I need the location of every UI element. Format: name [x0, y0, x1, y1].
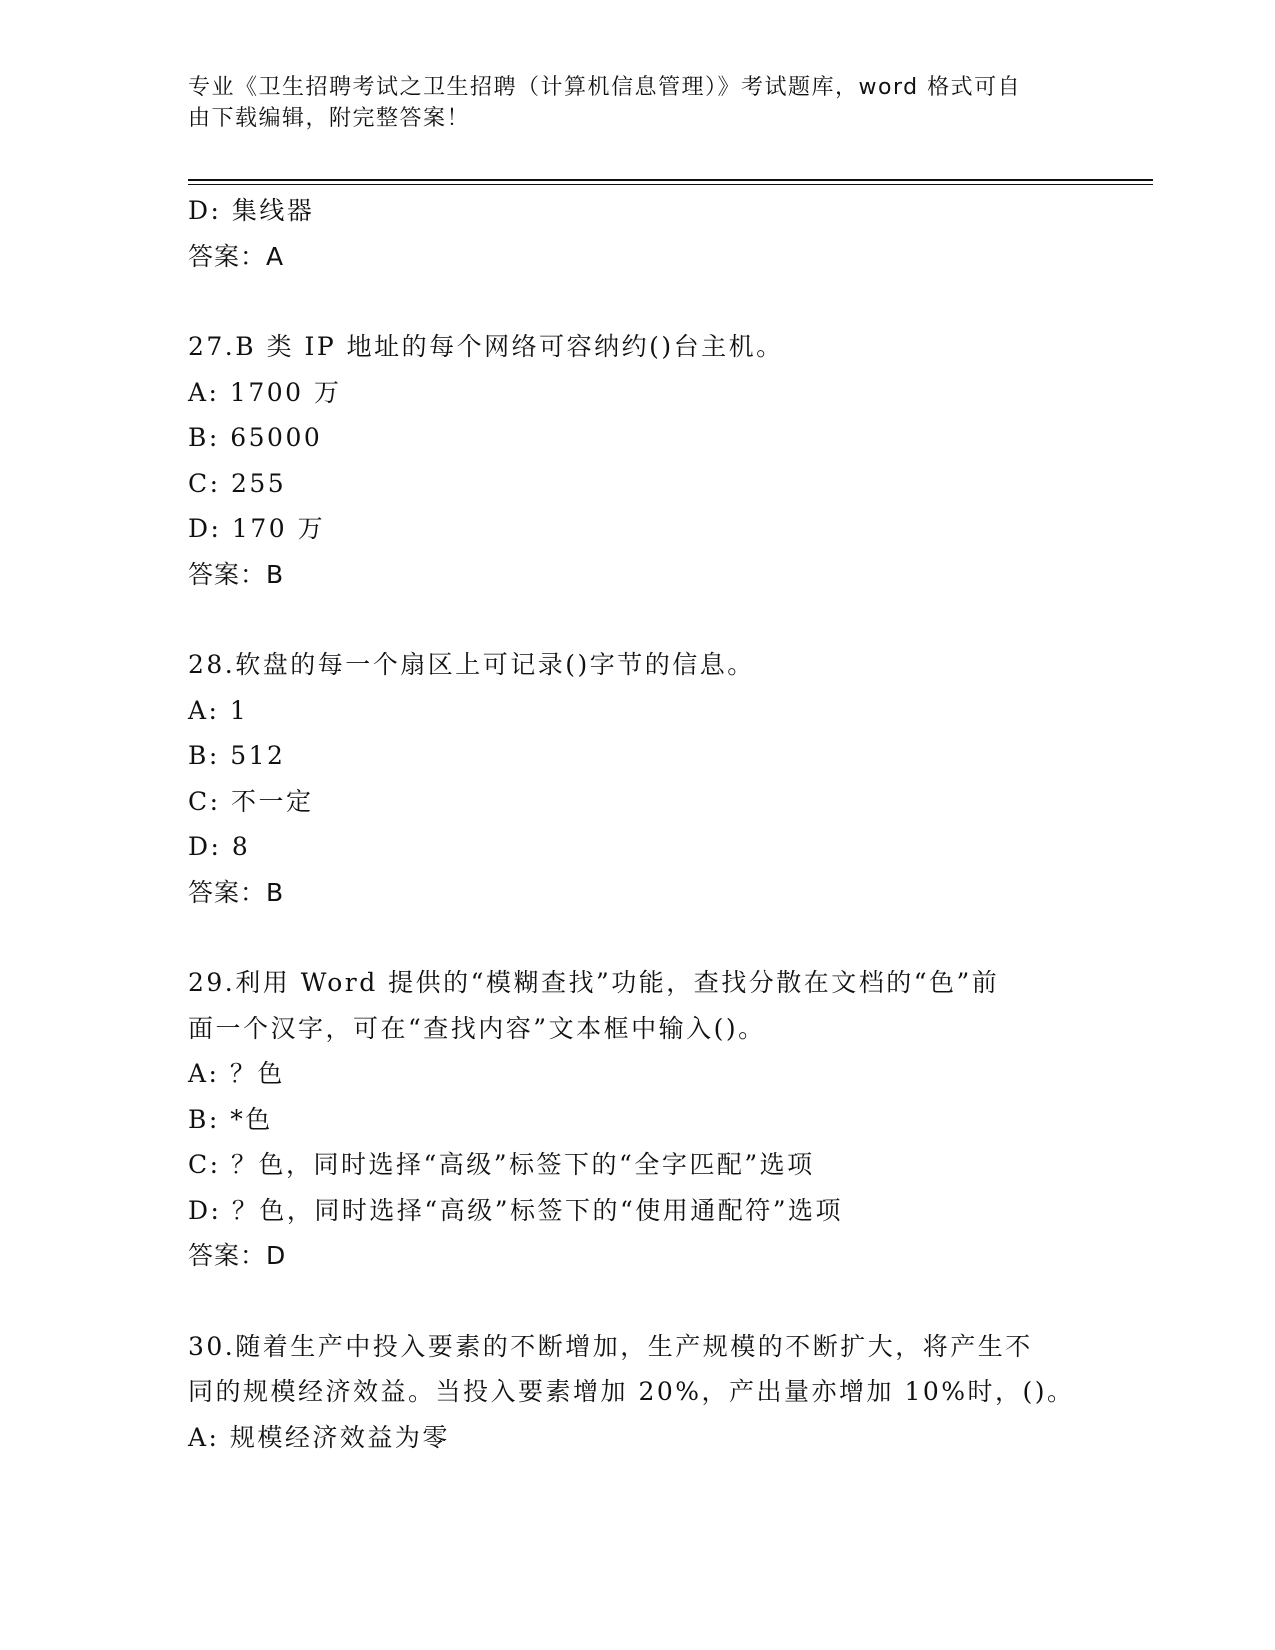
option-d: D: 8	[188, 832, 251, 861]
question-stem-continued: 面一个汉字，可在“查找内容”文本框中输入()。	[188, 1013, 766, 1043]
header-divider	[188, 179, 1153, 181]
answer: 答案：B	[188, 877, 285, 907]
option-d: D: ？色，同时选择“高级”标签下的“使用通配符”选项	[188, 1195, 844, 1225]
answer: 答案：D	[188, 1241, 287, 1270]
option-d: D: 集线器	[188, 196, 315, 225]
question-stem: 27.B 类 IP 地址的每个网络可容纳约()台主机。	[188, 332, 784, 361]
answer: 答案：A	[188, 241, 285, 271]
question-27	[188, 324, 1068, 597]
question-stem: 30.随着生产中投入要素的不断增加，生产规模的不断扩大，将产生不	[188, 1331, 1033, 1361]
option-c: C: ？色，同时选择“高级”标签下的“全字匹配”选项	[188, 1150, 815, 1179]
option-a: A: 1	[188, 695, 249, 725]
header-line-2: 由下载编辑，附完整答案！	[188, 106, 471, 131]
option-d: D: 170 万	[188, 514, 326, 543]
header-line-1: 专业《卫生招聘考试之卫生招聘（计算机信息管理）》考试题库，word 格式可自	[188, 75, 1022, 100]
question-28	[188, 642, 1068, 915]
question-30	[188, 1324, 1075, 1461]
option-c: C: 255	[188, 468, 287, 498]
question-29	[188, 960, 1068, 1279]
answer: 答案：B	[188, 559, 285, 589]
option-b: B: *色	[188, 1104, 273, 1134]
option-b: B: 65000	[188, 423, 323, 452]
document-body	[188, 188, 1075, 1460]
option-a: A: 规模经济效益为零	[188, 1422, 450, 1452]
option-a: A: ？色	[188, 1059, 285, 1088]
document-header	[188, 72, 1068, 134]
option-b: B: 512	[188, 741, 286, 770]
question-stem: 28.软盘的每一个扇区上可记录()字节的信息。	[188, 650, 755, 679]
question-stem: 29.利用 Word 提供的“模糊查找”功能，查找分散在文档的“色”前	[188, 968, 1000, 997]
header-divider-thin	[188, 184, 1153, 185]
option-c: C: 不一定	[188, 786, 314, 816]
option-a: A: 1700 万	[188, 377, 342, 407]
question-stem-continued: 同的规模经济效益。当投入要素增加 20%，产出量亦增加 10%时，()。	[188, 1377, 1075, 1406]
